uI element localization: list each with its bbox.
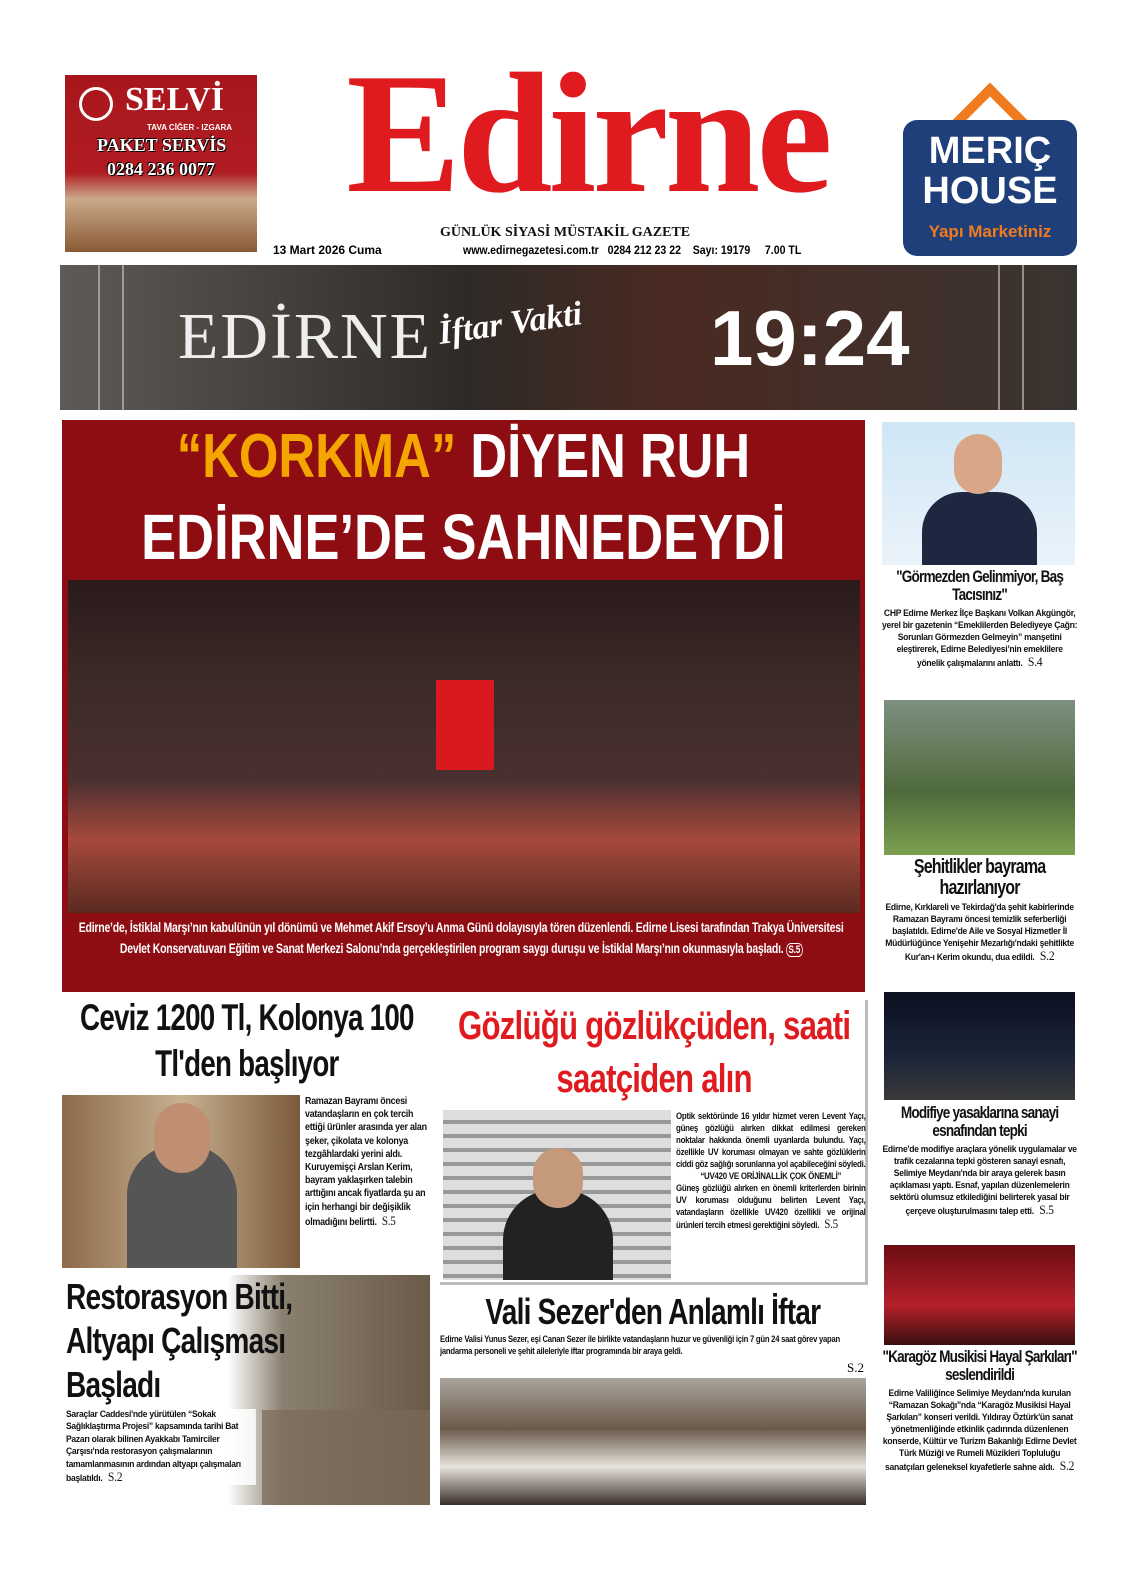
headline-rest: DİYEN RUH [470, 422, 751, 491]
phone: 0284 212 23 22 [607, 243, 681, 257]
side-story-2[interactable] [882, 857, 1077, 964]
masthead-logo: Edirne [346, 39, 829, 229]
selvi-phone: 0284 236 0077 [107, 159, 215, 179]
side-body: Edirne, Kırklareli ve Tekirdağ'da şehit kabirlerinde Ramazan Bayramı öncesi temizlik seferberliği başlatıldı. Edirne'de Aile ve Sosyal Hizmetler İl Müdürlüğünce Yenişehir Mezarlığı'ndaki şehitlikte Kur'an-ı Kerim okundu, dua edildi. [885, 902, 1074, 963]
gozluk-subhead: “UV420 VE ORİJİNALLİK ÇOK ÖNEMLİ” [700, 1171, 842, 1181]
main-body-text: Edirne’de, İstiklal Marşı’nın kabulünün yıl dönümü ve Mehmet Akif Ersoy’u Anma Günü dolayısıyla tören düzenlendi. Edirne Lisesi tarafından Trakya Üniversitesi Devlet Konservatuvarı Eğitim ve Sanat Merkezi Salonu’nda gerçekleştirilen program saygı duruşu ve İstiklal Marşı’nın okunmasıyla başladı. [78, 919, 844, 956]
side-headline: Şehitlikler bayrama hazırlanıyor [913, 856, 1046, 899]
turkish-flag [436, 680, 494, 770]
selvi-brand: SELVİ [125, 81, 224, 118]
side-headline: Modifiye yasaklarına sanayi esnafından tepki [900, 1103, 1059, 1140]
gozluk-headline: Gözlüğü gözlükçüden, saati saatçiden alın [457, 1004, 851, 1101]
side-headline: "Görmezden Gelinmiyor, Baş Tacısınız" [896, 567, 1064, 604]
selvi-service: PAKET SERVİS [97, 135, 227, 155]
website-link[interactable]: www.edirnegazetesi.com.tr [463, 243, 599, 257]
karagoz-photo [884, 1245, 1075, 1345]
side-headline: "Karagöz Musikisi Hayal Şarkıları" seslendirildi [882, 1347, 1077, 1384]
vali-story[interactable] [436, 1292, 870, 1507]
main-headline-line1 [62, 424, 865, 489]
meric-house-ad[interactable] [903, 80, 1077, 256]
gozluk-body: Optik sektöründe 16 yıldır hizmet veren Levent Yaçı, güneş gözlüğü alırken dikkat edilmesi gereken noktalar hakkında önemli uyarılarda bulundu. Yaçı, özellikle UV koruması olmayan ve sahte gözlüklerin ciddi göz sağlığı sorunlarına yol açabileceğini söyledi. [676, 1111, 866, 1169]
restorasyon-headline: Restorasyon Bitti, Altyapı Çalışması Başladı [66, 1276, 293, 1405]
selvi-ad[interactable] [65, 75, 257, 252]
vali-headline: Vali Sezer'den Anlamlı İftar [485, 1291, 821, 1332]
ceviz-body: Ramazan Bayramı öncesi vatandaşların en çok tercih ettiği ürünler arasında yer alan şeker, çikolata ve kolonya tezgâhlardaki yerini aldı. Kuruyemişçi Arslan Kerim, bayram yaklaşırken talebin arttığını ancak fiyatlarda şu an için herhangi bir değişiklik olmadığını belirtti. [305, 1095, 427, 1228]
side-body: CHP Edirne Merkez İlçe Başkanı Volkan Akgüngör, yerel bir gazetenin “Emeklilerden Belediyeye Çağrı: Sorunları Görmezden Gelmeyin” manşetini eleştirerek, Edirne Belediyesi’nin emeklilere yönelik çalışmalarını anlattı. [882, 608, 1078, 669]
masthead-info [463, 243, 801, 257]
sehitlik-photo [884, 700, 1075, 855]
headline-quote: “KORKMA” [176, 422, 457, 491]
vali-photo [440, 1378, 866, 1505]
page-ref: S.2 [1059, 1458, 1075, 1473]
side-story-1[interactable] [882, 568, 1077, 670]
iftar-city: EDİRNE [178, 300, 432, 373]
page-ref: S.4 [1027, 654, 1043, 669]
selvi-subtitle: TAVA CİĞER - IZGARA [147, 123, 233, 132]
fork-plate-icon [79, 87, 113, 121]
page-ref: S.5 [786, 943, 802, 957]
gozluk-body2: Güneş gözlüğü alırken en önemli kriterlerden birinin UV koruması olduğunu belirten Levent Yaçı, vatandaşların özellikle UV420 özellikli ve orijinal ürünleri tercih etmesi gerektiğini söyledi. [676, 1183, 866, 1230]
page-ref: S.2 [847, 1360, 864, 1375]
page-ref: S.5 [824, 1216, 838, 1231]
modifiye-photo [884, 992, 1075, 1100]
iftar-label: İftar Vakti [436, 295, 585, 352]
page-ref: S.2 [107, 1469, 123, 1485]
main-photo [68, 580, 860, 913]
restorasyon-body: Saraçlar Caddesi'nde yürütülen “Sokak Sağlıklaştırma Projesi” kapsamında tarihi Bat Pazarı olarak bilinen Ayakkabı Tamirciler Çarşısı'nda restorasyon çalışmalarının tamamlanmasının ardından altyapı çalışmaları başlatıldı. [66, 1409, 241, 1485]
ceviz-photo [62, 1095, 300, 1268]
issue-number: Sayı: 19179 [692, 243, 751, 257]
meric-slogan: Yapı Marketiniz [928, 222, 1052, 241]
page-ref: S.5 [381, 1212, 396, 1228]
main-body [76, 917, 846, 961]
vali-body: Edirne Valisi Yunus Sezer, eşi Canan Sezer ile birlikte vatandaşların huzur ve güvenliği için 7 gün 24 saat görev yapan jandarma personeli ve şehit aileleriyle iftar programında bir araya geldi. [440, 1334, 840, 1358]
price: 7.00 TL [764, 243, 802, 257]
page-ref: S.5 [1039, 1202, 1054, 1217]
main-story[interactable] [62, 420, 865, 992]
restorasyon-story[interactable] [62, 1275, 430, 1505]
masthead-date: 13 Mart 2026 Cuma [273, 243, 382, 257]
restorasyon-photo [262, 1410, 430, 1505]
meric-line2: HOUSE [922, 170, 1058, 212]
side-body: Edirne'de modifiye araçlara yönelik uygulamalar ve trafik cezalarına tepki gösteren sanayi esnafı, Selimiye Meydanı'nda bir araya gelerek basın açıklaması yaptı. Esnaf, yapılan düzenlemelerin sektörü olumsuz etkilediğini belirterek yasal bir çerçeve oluşturulmasını talep etti. [882, 1144, 1077, 1217]
side-body: Edirne Valiliğince Selimiye Meydanı'nda kurulan “Ramazan Sokağı”nda “Karagöz Musikisi Hayal Şarkıları” konseri verildi. Yıldıray Öztürk'ün sanat yönetmenliğinde etkinlik çadırında düzenlenen konserde, Kültür ve Turizm Bakanlığı Edirne Devlet Türk Müziği ve Rumeli Müzikleri Topluluğu sanatçıları geleneksel kıyafetlerle sahne aldı. [882, 1388, 1077, 1473]
masthead-tagline: GÜNLÜK SİYASİ MÜSTAKİL GAZETE [440, 225, 691, 240]
iftar-time: 19:24 [710, 294, 910, 382]
akgungor-photo [882, 422, 1075, 565]
ceviz-story[interactable] [62, 995, 432, 1270]
side-story-3[interactable] [882, 1104, 1077, 1218]
side-story-4[interactable] [882, 1348, 1077, 1474]
iftar-banner [60, 265, 1077, 410]
page-ref: S.2 [1039, 948, 1055, 963]
gozluk-photo [443, 1110, 671, 1280]
ceviz-headline: Ceviz 1200 Tl, Kolonya 100 Tl'den başlıyor [80, 997, 414, 1084]
meric-line1: MERIÇ [928, 130, 1052, 172]
main-headline-line2: EDİRNE’DE SAHNEDEYDİ [141, 501, 786, 573]
gozluk-story[interactable] [440, 1000, 868, 1285]
